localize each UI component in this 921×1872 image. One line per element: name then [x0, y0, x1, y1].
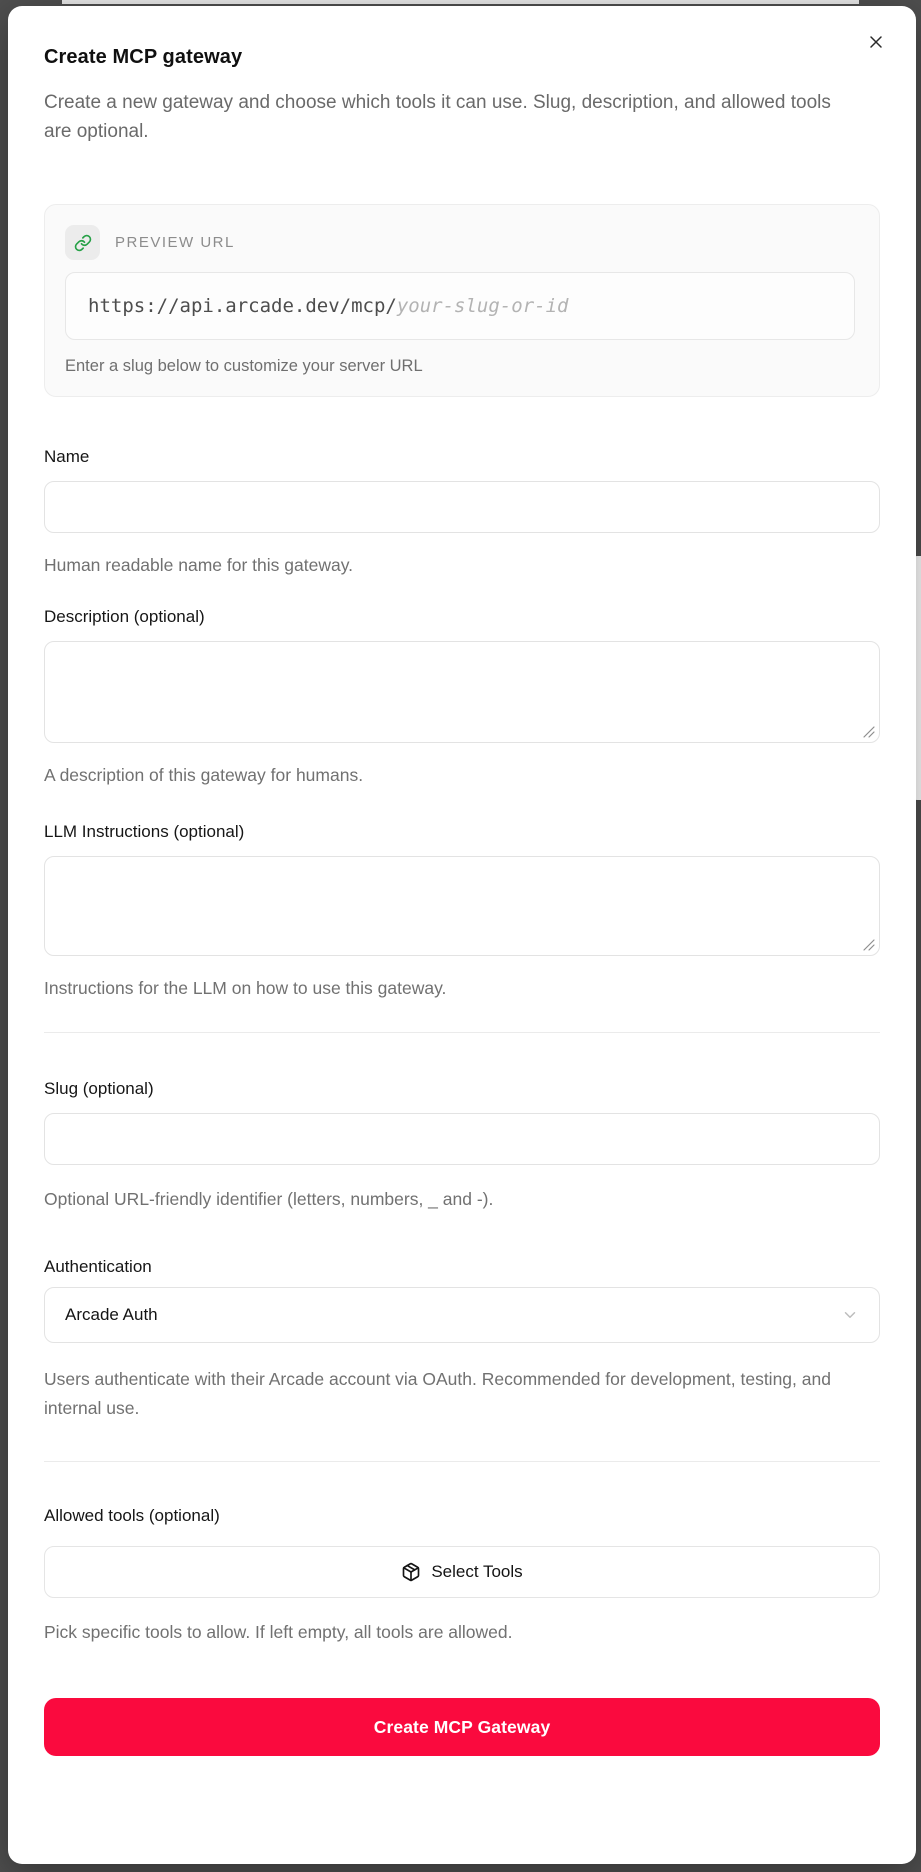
slug-input[interactable]: [44, 1113, 880, 1165]
select-tools-button[interactable]: [44, 1546, 880, 1598]
section-divider: [44, 1461, 880, 1462]
close-icon: [866, 32, 886, 52]
allowed-tools-helper: Pick specific tools to allow. If left empty, all tools are allowed.: [44, 1622, 513, 1642]
create-mcp-gateway-dialog: [8, 6, 916, 1864]
authentication-label: Authentication: [44, 1257, 152, 1276]
authentication-selected-value: Arcade Auth: [65, 1305, 158, 1324]
slug-label: Slug (optional): [44, 1079, 154, 1098]
dialog-description: Create a new gateway and choose which tools it can use. Slug, description, and allowed tools are optional.: [44, 92, 831, 142]
section-divider: [44, 1032, 880, 1033]
preview-url-label: PREVIEW URL: [115, 234, 235, 251]
url-base-text: https://api.arcade.dev/mcp/: [88, 295, 397, 317]
name-helper: Human readable name for this gateway.: [44, 555, 354, 575]
link-icon-badge: [65, 225, 100, 260]
description-helper: A description of this gateway for humans.: [44, 765, 364, 785]
preview-url-card: [44, 204, 880, 397]
preview-url-value: [65, 272, 855, 340]
authentication-select[interactable]: [44, 1287, 880, 1343]
package-icon: [401, 1562, 421, 1582]
name-input[interactable]: [44, 481, 880, 533]
authentication-helper: Users authenticate with their Arcade account via OAuth. Recommended for development, testing, and internal use.: [44, 1369, 831, 1418]
slug-helper: Optional URL-friendly identifier (letters, numbers, _ and -).: [44, 1189, 494, 1209]
llm-instructions-textarea[interactable]: [44, 856, 880, 956]
create-mcp-gateway-button[interactable]: Create MCP Gateway: [44, 1698, 880, 1756]
llm-instructions-label: LLM Instructions (optional): [44, 822, 245, 841]
link-icon: [74, 234, 92, 252]
preview-url-helper: Enter a slug below to customize your server URL: [65, 357, 423, 375]
resize-handle-icon[interactable]: [863, 938, 875, 950]
background-page-edge: [62, 0, 859, 4]
close-button[interactable]: [862, 28, 890, 56]
description-label: Description (optional): [44, 607, 205, 626]
url-slug-placeholder: your-slug-or-id: [396, 295, 569, 317]
resize-handle-icon[interactable]: [863, 725, 875, 737]
name-label: Name: [44, 447, 90, 466]
description-textarea[interactable]: [44, 641, 880, 743]
allowed-tools-label: Allowed tools (optional): [44, 1506, 220, 1525]
dialog-title: Create MCP gateway: [44, 46, 243, 68]
chevron-down-icon: [841, 1306, 859, 1324]
select-tools-label: Select Tools: [431, 1562, 523, 1581]
llm-instructions-helper: Instructions for the LLM on how to use this gateway.: [44, 978, 447, 998]
